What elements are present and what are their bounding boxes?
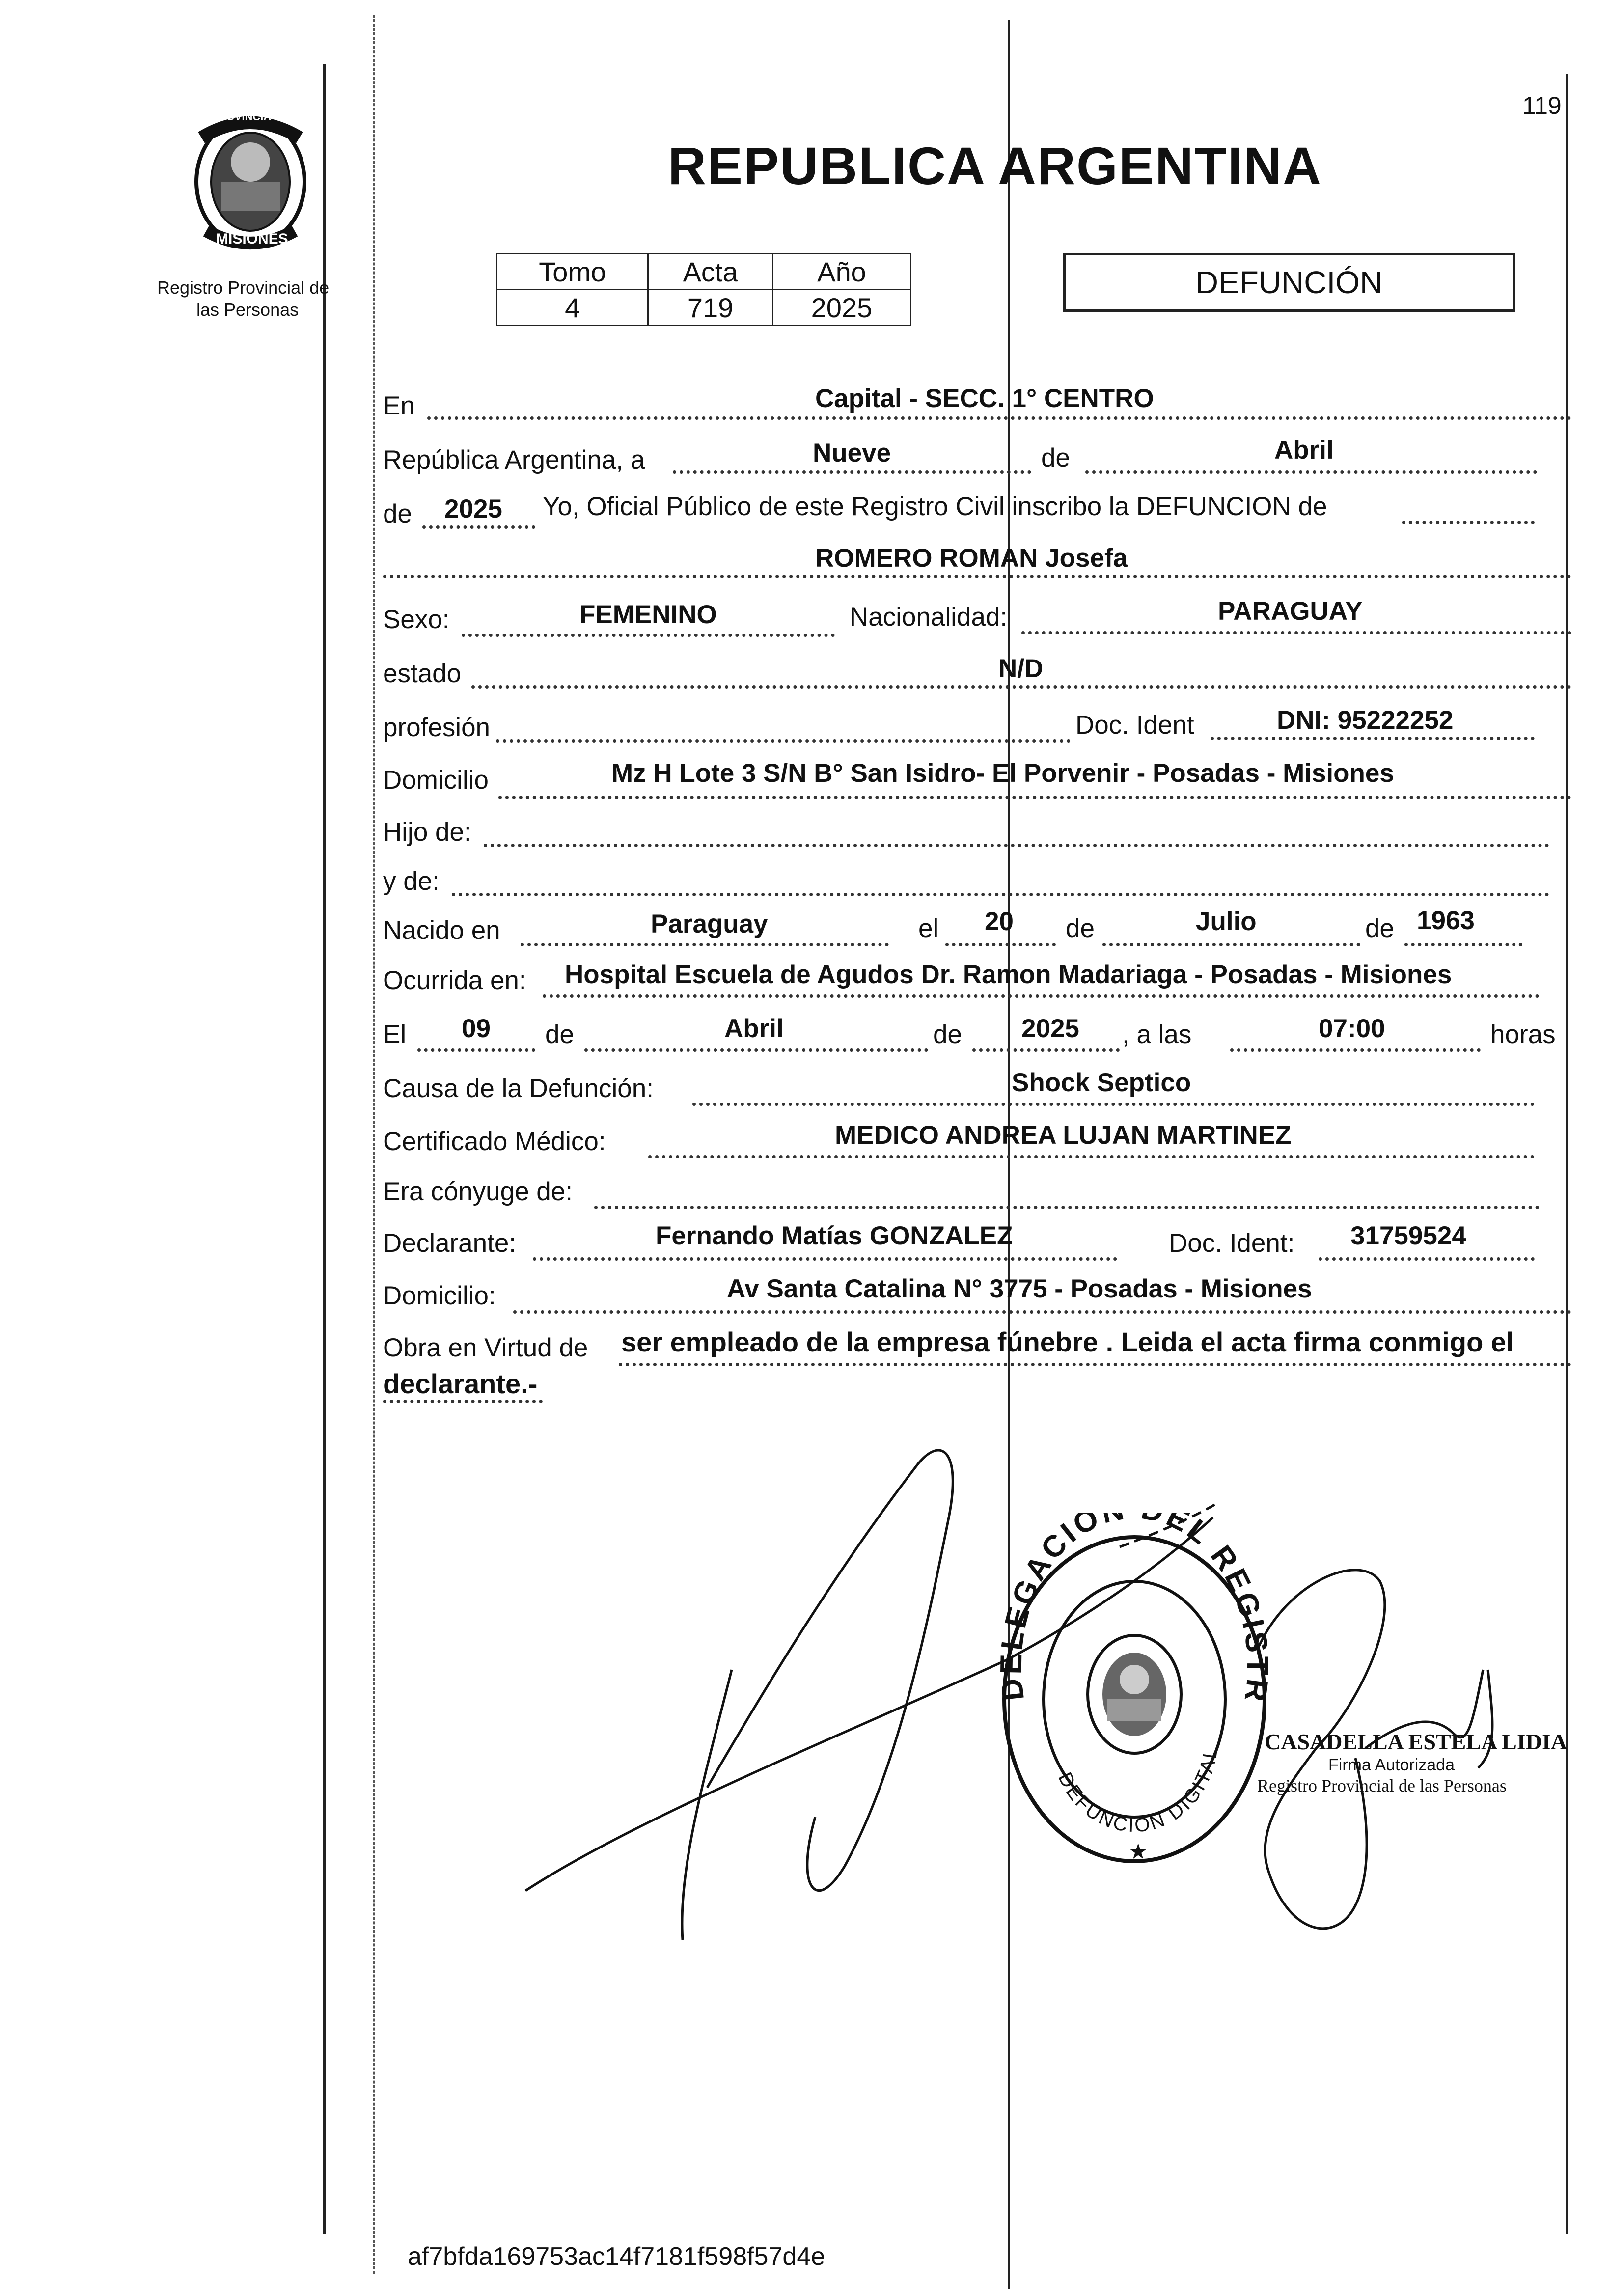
obra-value: ser empleado de la empresa fúnebre . Leida el acta firma conmigo el (621, 1326, 1514, 1357)
registry-line-2: las Personas (196, 300, 299, 320)
registrar-signature (1257, 1570, 1492, 1929)
table-header-tomo: Tomo (497, 254, 648, 290)
doc-value: DNI: 95222252 (1277, 706, 1454, 735)
domicilio-value: Mz H Lote 3 S/N B° San Isidro- El Porvenir - Posadas - Misiones (611, 759, 1394, 788)
page-number: 119 (1522, 92, 1562, 119)
decl-doc-value: 31759524 (1350, 1221, 1466, 1250)
nacido-value: Paraguay (651, 910, 768, 938)
death-year-value: 2025 (1021, 1014, 1079, 1043)
table-header-ano: Año (772, 254, 910, 290)
nacido-label: Nacido en (383, 916, 500, 945)
en-label: En (383, 391, 415, 420)
sexo-value: FEMENINO (579, 600, 717, 629)
de-label-2: de (383, 499, 412, 528)
causa-label: Causa de la Defunción: (383, 1074, 654, 1103)
de-label-6: de (933, 1020, 962, 1049)
seal-ring-text: DELEGACIÓ EL REGISTR (997, 1513, 1272, 1706)
declarante-value: Fernando Matías GONZALEZ (656, 1221, 1013, 1250)
horas-label: horas (1490, 1020, 1556, 1049)
table-value-acta: 719 (648, 290, 773, 326)
republica-label: República Argentina, a (383, 445, 645, 474)
seal-star-icon: ★ (1129, 1839, 1148, 1864)
signatory-name: CASADELLA ESTELA LIDIA (1265, 1729, 1568, 1754)
month-value: Abril (1274, 436, 1334, 465)
certificado-value: MEDICO ANDREA LUJAN MARTINEZ (835, 1121, 1292, 1150)
conyuge-label: Era cónyuge de: (383, 1177, 573, 1206)
signatory-role: Firma Autorizada (1328, 1756, 1455, 1774)
profesion-label: profesión (383, 713, 491, 742)
record-type-label: DEFUNCIÓN (1195, 265, 1383, 300)
decl-doc-label: Doc. Ident: (1169, 1229, 1295, 1258)
declarant-signature (525, 1450, 1213, 1940)
year-value: 2025 (444, 495, 502, 524)
certificado-label: Certificado Médico: (383, 1127, 606, 1156)
obra-value-2: declarante.- (383, 1368, 538, 1399)
signatory-org: Registro Provincial de las Personas (1257, 1776, 1507, 1795)
document-hash: af7bfda169753ac14f7181f598f57d4e (408, 2242, 826, 2271)
logo-text-top: PROVINCIA DE (211, 110, 289, 123)
el-label: el (918, 914, 939, 943)
logo-text-bottom: MISIONES (216, 231, 288, 247)
de-label-4: de (1365, 914, 1394, 943)
alas-label: , a las (1122, 1020, 1192, 1049)
sexo-label: Sexo: (383, 605, 450, 634)
en-value: Capital - SECC. 1° CENTRO (815, 384, 1154, 413)
table-header-acta: Acta (648, 254, 773, 290)
estado-value: N/D (998, 654, 1044, 683)
death-day-value: 09 (462, 1014, 491, 1043)
birth-year-value: 1963 (1417, 906, 1475, 935)
page-title: REPUBLICA ARGENTINA (668, 136, 1322, 195)
nacionalidad-value: PARAGUAY (1218, 597, 1363, 626)
death-month-value: Abril (724, 1014, 784, 1043)
table-value-tomo: 4 (497, 290, 648, 326)
doc-label: Doc. Ident (1075, 711, 1194, 740)
ocurrida-label: Ocurrida en: (383, 966, 526, 995)
birth-month-value: Julio (1196, 907, 1257, 936)
hijo-label: Hijo de: (383, 818, 471, 847)
registry-line-1: Registro Provincial de (157, 277, 330, 298)
estado-label: estado (383, 659, 462, 688)
yde-label: y de: (383, 867, 440, 896)
causa-value: Shock Septico (1012, 1068, 1191, 1097)
table-value-ano: 2025 (772, 290, 910, 326)
el2-label: El (383, 1020, 407, 1049)
declarante-label: Declarante: (383, 1229, 517, 1258)
death-time-value: 07:00 (1319, 1014, 1385, 1043)
nacionalidad-label: Nacionalidad: (850, 603, 1008, 632)
seal-inner-text: DEFUNCION DIGITAL (1054, 1744, 1222, 1837)
yo-text: Yo, Oficial Público de este Registro Civil inscribo la DEFUNCION de (543, 492, 1327, 521)
de-label-5: de (545, 1020, 574, 1049)
decl-dom-value: Av Santa Catalina N° 3775 - Posadas - Misiones (727, 1274, 1312, 1303)
deceased-name: ROMERO ROMAN Josefa (815, 544, 1128, 573)
day-value: Nueve (813, 439, 891, 468)
ocurrida-value: Hospital Escuela de Agudos Dr. Ramon Madariaga - Posadas - Misiones (565, 960, 1452, 989)
obra-label: Obra en Virtud de (383, 1333, 588, 1362)
de-label-1: de (1041, 443, 1070, 472)
birth-day-value: 20 (985, 907, 1014, 936)
domicilio-label: Domicilio (383, 766, 489, 795)
de-label-3: de (1066, 914, 1095, 943)
decl-dom-label: Domicilio: (383, 1281, 496, 1310)
